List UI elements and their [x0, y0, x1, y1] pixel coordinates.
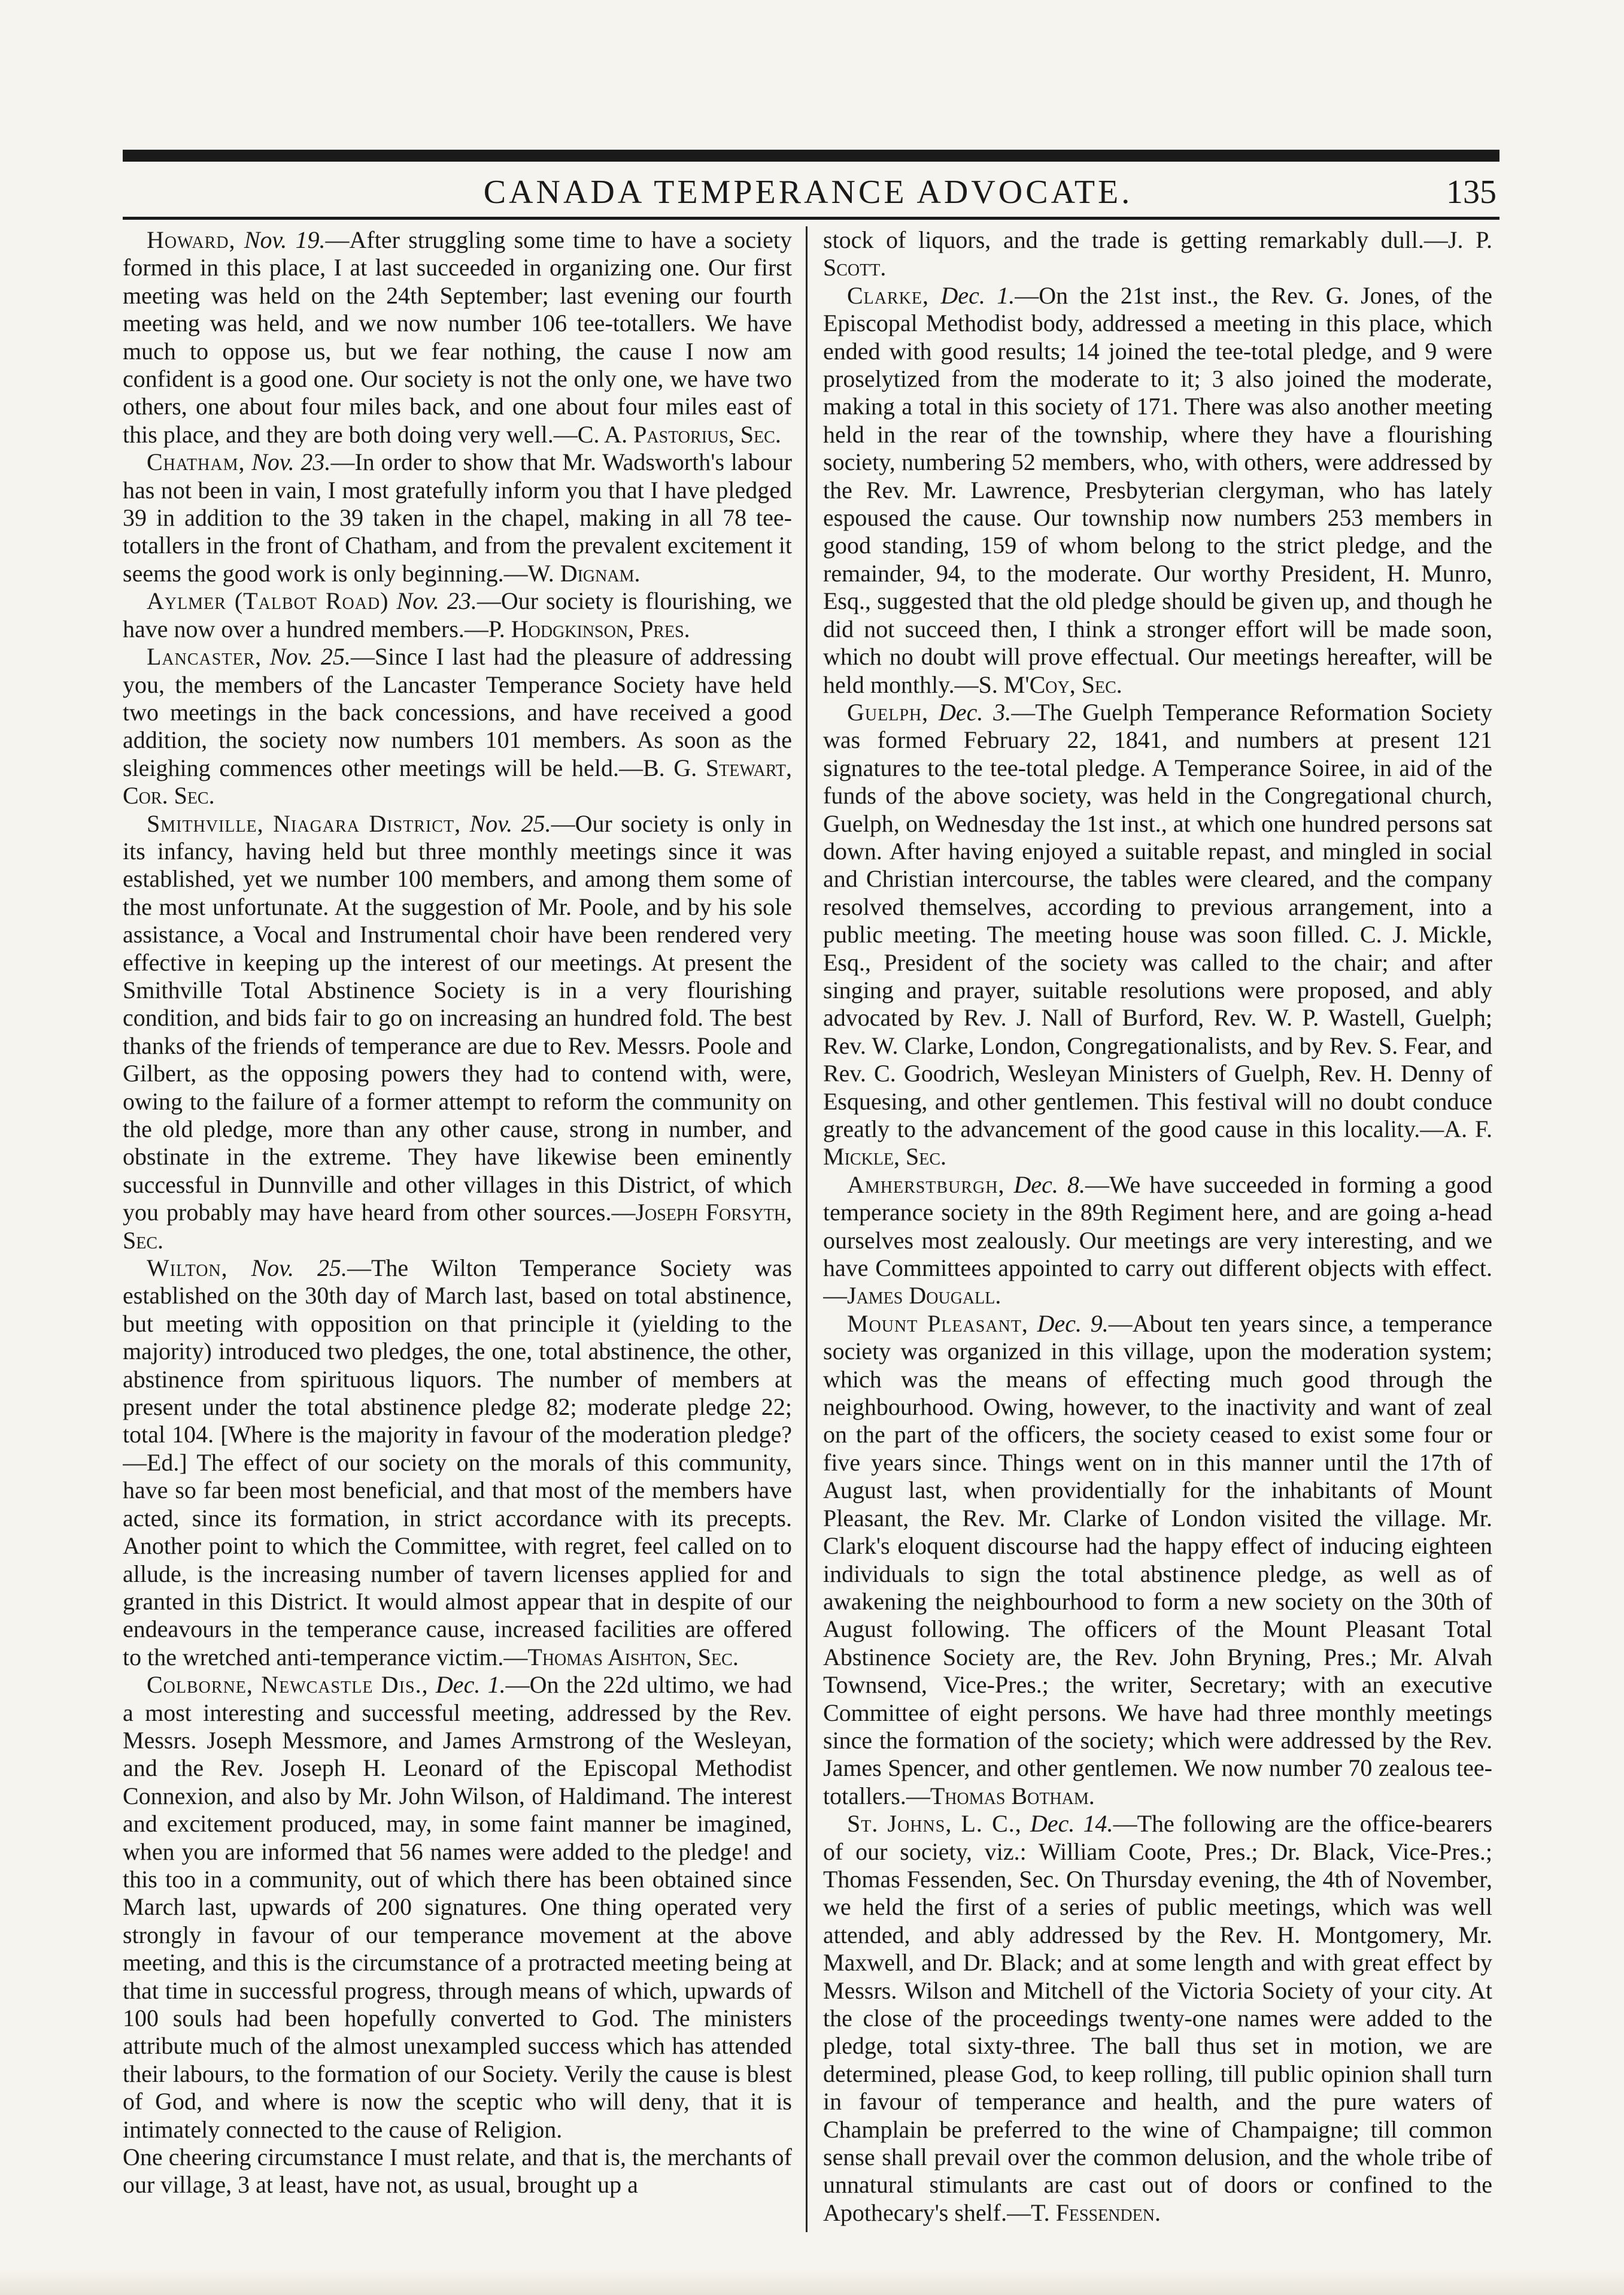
signature: —A. F. Mickle, Sec. — [823, 1115, 1492, 1171]
item-text: —After struggling some time to have a society formed in this place, I at last succeeded in organizing one. Our first meeting was held on the 24th September; last evening our fourth meeting was held, and we now number 106 tee-totallers. We have much to oppose us, but we fear nothing, the cause I now am confident is a good one. Our society is not the only one, we have two others, one about four miles back, and one about four miles east of this place, and they are both doing very well. — [123, 226, 792, 448]
place-name: Guelph, — [847, 698, 929, 726]
dateline: Nov. 23. — [251, 448, 331, 476]
place-name: Howard, — [147, 226, 236, 253]
item-text: —The Guelph Temperance Reformation Society was formed February 22, 1841, and numbers at present 121 signatures to the tee-total pledge. A Temperance Soiree, in aid of the funds of the above society, was held in the Congregational church, Guelph, on Wednesday the 1st inst., at which one hundred persons sat down. After having enjoyed a suitable repast, and mingled in social and Christian intercourse, the tables were cleared, and the company resolved themselves, according to previous arrangement, into a public meeting. The meeting house was soon filled. C. J. Mickle, Esq., President of the society was called to the chair; and after singing and prayer, suitable resolutions were proposed, and ably advocated by Rev. J. Nall of Burford, Rev. W. P. Wastell, Guelph; Rev. W. Clarke, London, Congregationalists, and by Rev. S. Fear, and Rev. C. Goodrich, Wesleyan Ministers of Guelph, Rev. H. Denny of Esquesing, and other gentlemen. This festival will no doubt conduce greatly to the advancement of the good cause in this locality. — [823, 698, 1492, 1142]
item-text: —Our society is only in its infancy, having held but three monthly meetings since it was established, yet we number 100 members, and among them some of the most unfortunate. At the suggestion of Mr. Poole, and by his sole assistance, a Vocal and Instrumental choir have been rendered very effective in keeping up the interest of our meetings. At present the Smithville Total Abstinence Society is in a very flourishing condition, and bids fair to go on increasing an hundred fold. The best thanks of the friends of temperance are due to Rev. Messrs. Poole and Gilbert, as the opposing powers they had to contend with, were, owing to the failure of a former attempt to reform the community on the old pledge, more than any other cause, strong in number, and obstinate in the extreme. They have likewise been eminently successful in Dunnville and other villages in this District, of which you probably may have heard from other sources. — [123, 810, 792, 1226]
place-name: Chatham, — [147, 448, 245, 476]
signature: —Thomas Botham. — [906, 1782, 1095, 1809]
correspondence-item — [123, 1671, 792, 2144]
signature: —C. A. Pastorius, Sec. — [553, 420, 781, 448]
correspondence-item — [123, 587, 792, 643]
signature: —P. Hodgkinson, Pres. — [464, 615, 690, 642]
signature: —W. Dignam. — [503, 559, 641, 587]
item-text: —We have succeeded in forming a good temperance society in the 89th Regiment here, and are going a-head ourselves most zealously. Our meetings are very interesting, and we have Committees appointed to carry out different objects with effect. — [823, 1171, 1492, 1282]
item-text: One cheering circumstance I must relate, and that is, the merchants of our village, 3 at least, have not, as usual, brought up a — [123, 2144, 792, 2199]
header-rule-thin — [123, 217, 1499, 220]
correspondence-item — [823, 1310, 1492, 1810]
item-text: —Our society is flourishing, we have now over a hundred members. — [123, 587, 792, 642]
page-number: 135 — [1446, 174, 1496, 211]
dateline: Nov. 25. — [269, 643, 351, 671]
correspondence-item — [123, 1254, 792, 1671]
correspondence-item — [123, 2144, 792, 2199]
signature: —B. G. Stewart, Cor. Sec. — [123, 754, 792, 810]
place-name: Amherstburgh, — [847, 1171, 1005, 1198]
dateline: Dec. 8. — [1013, 1171, 1085, 1198]
signature: —J. P. Scott. — [823, 226, 1492, 281]
correspondence-item — [123, 448, 792, 587]
place-name: Smithville, Niagara District, — [147, 810, 462, 837]
correspondence-item — [823, 1810, 1492, 2227]
dateline: Nov. 25. — [251, 1254, 347, 1282]
correspondence-item — [823, 226, 1492, 282]
header-rule-thick — [123, 150, 1499, 162]
correspondence-item — [823, 282, 1492, 699]
correspondence-item — [823, 699, 1492, 1171]
place-name: Wilton, — [147, 1254, 228, 1282]
item-text: —On the 21st inst., the Rev. G. Jones, of the Episcopal Methodist body, addressed a meeting in this place, which ended with good results; 14 joined the tee-total pledge, and 9 were proselytized from the moderate to it; 3 also joined the moderate, making a total in this society of 171. There was also another meeting held in the rear of the township, where they have a flourishing society, numbering 52 members, who, with others, were addressed by the Rev. Mr. Lawrence, Presbyterian clergyman, who has lately espoused the cause. Our township now numbers 253 members in good standing, 159 of whom belong to the strict pledge, and the remainder, 94, to the moderate. Our worthy President, H. Munro, Esq., suggested that the old pledge should be given up, and though he did not succeed then, I think a stronger effort will be made soon, which no doubt will prove effectual. Our meetings hereafter, will be held monthly. — [823, 281, 1492, 698]
item-text: —Since I last had the pleasure of addressing you, the members of the Lancaster Temperance Society have held two meetings in the back concessions, and have received a good addition, the society now numbers 101 members. As soon as the sleighing commences other meetings will be held. — [123, 643, 792, 781]
dateline: Nov. 25. — [469, 810, 551, 837]
page-bottom-edge — [0, 2269, 1624, 2295]
dateline: Dec. 3. — [939, 698, 1012, 726]
signature: —Thomas Aishton, Sec. — [503, 1643, 739, 1671]
correspondence-item — [123, 643, 792, 810]
dateline: Nov. 23. — [396, 587, 477, 615]
item-text: —In order to show that Mr. Wadsworth's labour has not been in vain, I most gratefully inform you that I have pledged 39 in addition to the 39 taken in the chapel, making in all 78 tee-totallers in the front of Chatham, and from the prevalent excitement it seems the good work is only beginning. — [123, 448, 792, 587]
column-divider — [806, 226, 808, 2232]
place-name: Mount Pleasant, — [847, 1309, 1028, 1337]
place-name: Colborne, Newcastle Dis., — [147, 1671, 429, 1699]
place-name: Lancaster, — [147, 643, 262, 671]
signature: —S. M'Coy, Sec. — [954, 671, 1122, 698]
item-text: —The following are the office-bearers of our society, viz.: William Coote, Pres.; Dr. Black, Vice-Pres.; Thomas Fessenden, Sec. On Thursday evening, the 4th of November, we held the first of a series of public meetings, which was well attended, and ably addressed by the Rev. H. Montgomery, Mr. Maxwell, and Dr. Black; and at some length and with great effect by Messrs. Wilson and Mitchell of the Victoria Society of your city. At the close of the proceedings twenty-one names were added to the pledge, total sixty-three. The ball thus set in motion, we are determined, please God, to keep rolling, till public opinion shall turn in favour of temperance and health, and the pure waters of Champlain be preferred to the wine of Champaigne; till common sense shall prevail over the common delusion, and the whole tribe of unnatural stimulants are cast out of doors or confined to the Apothecary's shelf. — [823, 1810, 1492, 2226]
correspondence-item — [123, 810, 792, 1255]
correspondence-item — [823, 1171, 1492, 1310]
place-name: Clarke, — [847, 281, 930, 309]
correspondence-item — [123, 226, 792, 448]
item-text: —The Wilton Temperance Society was established on the 30th day of March last, based on total abstinence, but meeting with opposition on that principle it (yielding to the majority) introduced two pledges, the one, total abstinence, the other, abstinence from spirituous liquors. The number of members at present under the total abstinence pledge 82; moderate pledge 22; total 104. [Where is the majority in favour of the moderation pledge?—Ed.] The effect of our society on the morals of this community, have so far been most beneficial, and that most of the members have acted, since its formation, in strict accordance with its precepts. Another point to which the Committee, with regret, feel called on to allude, is the increasing number of tavern licenses applied for and granted in this District. It would almost appear that in despite of our endeavours in the temperance cause, increased facilities are offered to the wretched anti-temperance victim. — [123, 1254, 792, 1671]
item-text: —On the 22d ultimo, we had a most interesting and successful meeting, addressed by the Rev. Messrs. Joseph Messmore, and James Armstrong of the Wesleyan, and the Rev. Joseph H. Leonard of the Episcopal Methodist Connexion, and also by Mr. John Wilson, of Haldimand. The interest and excitement produced, may, in some faint manner be imagined, when you are informed that 56 names were added to the pledge! and this too in a community, out of which there has been obtained since March last, upwards of 200 signatures. One thing operated very strongly in favour of our temperance movement at the above meeting, and this is the circumstance of a protracted meeting being at that time in successful progress, through means of which, upwards of 100 souls had been hopefully converted to God. The ministers attribute much of the almost unexampled success which has attended their labours, to the formation of our Society. Verily the cause is blest of God, and where is now the sceptic who will deny, that it is intimately connected to the cause of Religion. — [123, 1671, 792, 2143]
left-column — [123, 226, 792, 2232]
signature: —Joseph Forsyth, Sec. — [123, 1199, 792, 1254]
place-name: Aylmer (Talbot Road) — [147, 587, 389, 615]
dateline: Nov. 19. — [244, 226, 326, 253]
signature: —James Dougall. — [823, 1282, 1001, 1309]
item-text: stock of liquors, and the trade is getting remarkably dull. — [823, 226, 1424, 253]
signature: —T. Fessenden. — [1007, 2199, 1161, 2226]
running-title: CANADA TEMPERANCE ADVOCATE. — [483, 174, 1133, 211]
dateline: Dec. 9. — [1037, 1309, 1109, 1337]
dateline: Dec. 1. — [940, 281, 1015, 309]
item-text: —About ten years since, a temperance society was organized in this village, upon the moderation system; which was the means of effecting much good through the neighbourhood. Owing, however, to the inactivity and want of zeal on the part of the officers, the society ceased to exist some four or five years since. Things went on in this manner until the 17th of August last, when providentially for the inhabitants of Mount Pleasant, the Rev. Mr. Clarke of London visited the village. Mr. Clark's eloquent discourse had the happy effect of inducing eighteen individuals to sign the total abstinence pledge, as well as of awakening the neighbourhood to form a new society on the 30th of August following. The officers of the Mount Pleasant Total Abstinence Society are, the Rev. John Bryning, Pres.; Mr. Alvah Townsend, Vice-Pres.; the writer, Secretary; with an executive Committee of eight persons. We have had three monthly meetings since the formation of the society; which were addressed by the Rev. James Spencer, and other gentlemen. We now number 70 zealous tee-totallers. — [823, 1309, 1492, 1809]
place-name: St. Johns, L. C., — [847, 1810, 1022, 1838]
dateline: Dec. 14. — [1030, 1810, 1113, 1838]
right-column — [823, 226, 1492, 2232]
dateline: Dec. 1. — [435, 1671, 506, 1699]
